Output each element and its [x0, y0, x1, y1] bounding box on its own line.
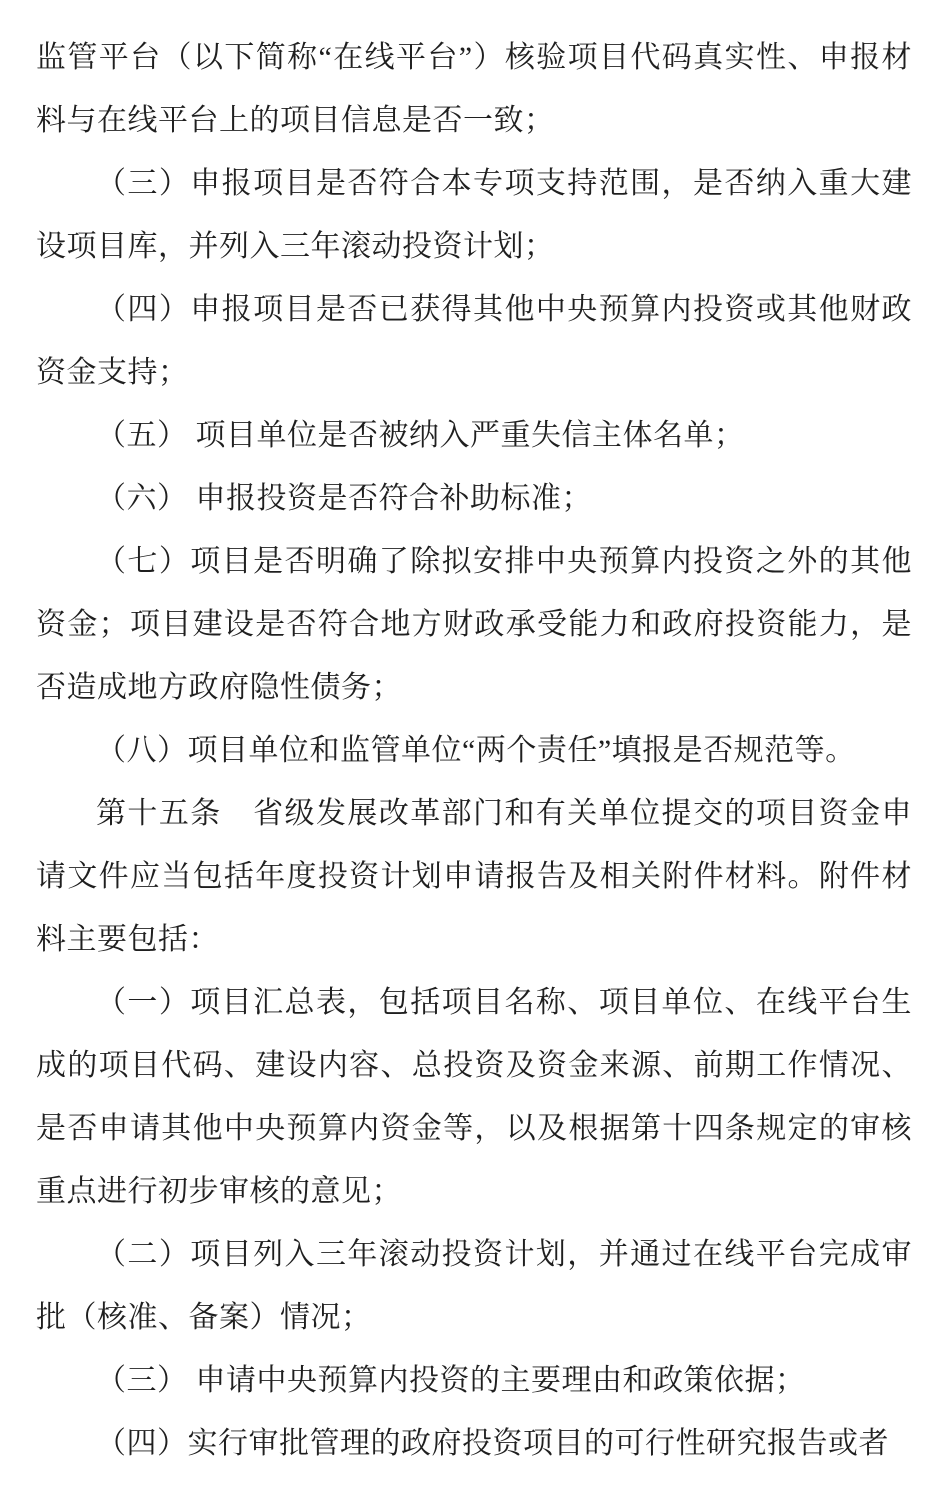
clause-item-6: （六） 申报投资是否符合补助标准；: [96, 482, 592, 515]
document-body-text: [36, 26, 912, 1475]
attachment-item-1: （一）项目汇总表，包括项目名称、项目单位、在线平台生成的项目代码、建设内容、总投资及资金来源、前期工作情况、是否申请其他中央预算内资金等，以及根据第十四条规定的审核重点进行初步审核的意见；: [36, 986, 912, 1208]
clause-item-8: （八）项目单位和监管单位“两个责任”填报是否规范等。: [96, 734, 856, 767]
attachment-item-4-truncated: （四）实行审批管理的政府投资项目的可行性研究报告或者: [96, 1427, 889, 1460]
clause-item-3: （三）申报项目是否符合本专项支持范围，是否纳入重大建设项目库，并列入三年滚动投资计划；: [36, 167, 912, 263]
clause-item-7: （七）项目是否明确了除拟安排中央预算内投资之外的其他资金；项目建设是否符合地方财政承受能力和政府投资能力，是否造成地方政府隐性债务；: [36, 545, 912, 704]
article-15-paragraph: 第十五条 省级发展改革部门和有关单位提交的项目资金申请文件应当包括年度投资计划申请报告及相关附件材料。附件材料主要包括：: [36, 797, 912, 956]
clause-item-5: （五） 项目单位是否被纳入严重失信主体名单；: [96, 419, 745, 452]
clause-item-4: （四）申报项目是否已获得其他中央预算内投资或其他财政资金支持；: [36, 293, 912, 389]
paragraph-continuation-from-previous-page: 监管平台（以下简称“在线平台”）核验项目代码真实性、申报材料与在线平台上的项目信息是否一致；: [36, 41, 912, 137]
attachment-item-3: （三） 申请中央预算内投资的主要理由和政策依据；: [96, 1364, 806, 1397]
attachment-item-2: （二）项目列入三年滚动投资计划，并通过在线平台完成审批（核准、备案）情况；: [36, 1238, 912, 1334]
